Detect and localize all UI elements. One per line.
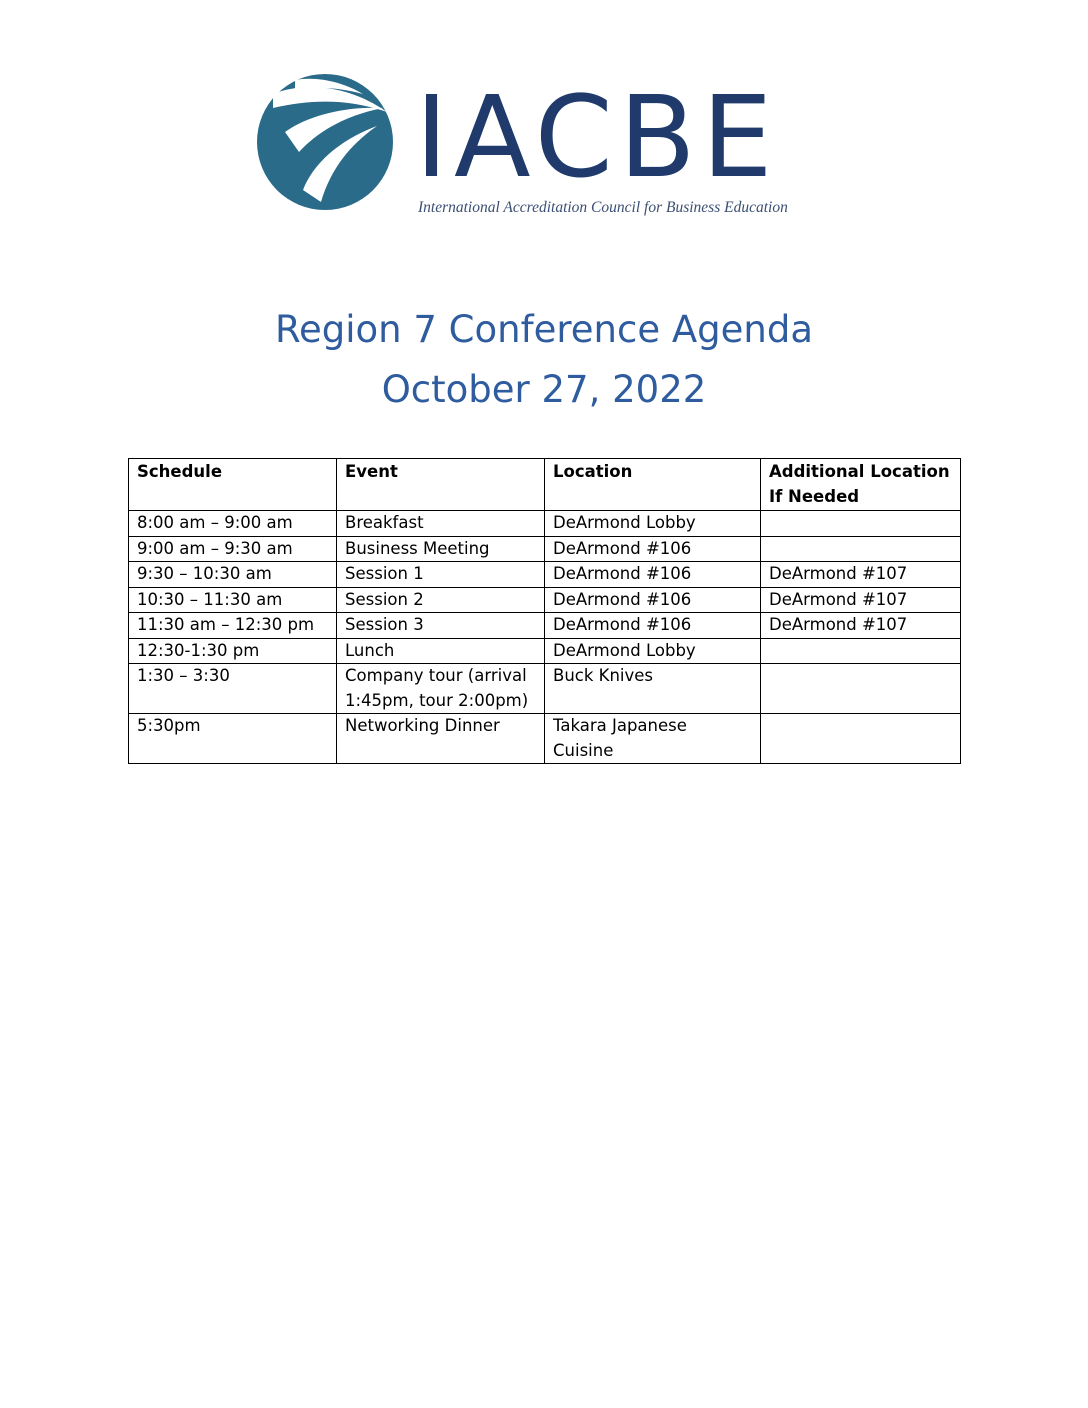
cell-additional-location: [761, 664, 961, 714]
header-event: Event: [337, 459, 545, 511]
cell-event: Networking Dinner: [337, 714, 545, 764]
cell-schedule: 10:30 – 11:30 am: [129, 587, 337, 613]
cell-additional-location: DeArmond #107: [761, 587, 961, 613]
cell-location: DeArmond #106: [545, 613, 761, 639]
cell-location: DeArmond Lobby: [545, 511, 761, 537]
table-row: [129, 638, 961, 664]
cell-schedule: 9:00 am – 9:30 am: [129, 536, 337, 562]
table-row: [129, 664, 961, 714]
cell-location: DeArmond #106: [545, 536, 761, 562]
header-additional-location: Additional Location If Needed: [761, 459, 961, 511]
cell-location: Takara Japanese Cuisine: [545, 714, 761, 764]
title-line-1: Region 7 Conference Agenda: [274, 308, 814, 351]
header-location: Location: [545, 459, 761, 511]
cell-location: DeArmond #106: [545, 587, 761, 613]
cell-schedule: 11:30 am – 12:30 pm: [129, 613, 337, 639]
logo-tagline: International Accreditation Council for Business Education: [418, 199, 788, 216]
cell-event: Company tour (arrival 1:45pm, tour 2:00pm): [337, 664, 545, 714]
cell-additional-location: [761, 714, 961, 764]
cell-schedule: 12:30-1:30 pm: [129, 638, 337, 664]
table-row: [129, 536, 961, 562]
cell-additional-location: [761, 638, 961, 664]
cell-event: Lunch: [337, 638, 545, 664]
title-line-2: October 27, 2022: [381, 368, 707, 411]
cell-additional-location: [761, 511, 961, 537]
cell-event: Session 1: [337, 562, 545, 588]
table-row: [129, 587, 961, 613]
table-row: [129, 511, 961, 537]
cell-additional-location: [761, 536, 961, 562]
table-row: [129, 562, 961, 588]
cell-event: Session 2: [337, 587, 545, 613]
cell-schedule: 8:00 am – 9:00 am: [129, 511, 337, 537]
cell-location: DeArmond Lobby: [545, 638, 761, 664]
table-row: [129, 714, 961, 764]
table-header-row: [129, 459, 961, 511]
table-row: [129, 613, 961, 639]
cell-schedule: 5:30pm: [129, 714, 337, 764]
cell-schedule: 9:30 – 10:30 am: [129, 562, 337, 588]
page-title: [0, 300, 1088, 420]
header-schedule: Schedule: [129, 459, 337, 511]
cell-event: Session 3: [337, 613, 545, 639]
agenda-table: [128, 458, 961, 764]
cell-additional-location: DeArmond #107: [761, 562, 961, 588]
iacbe-globe-icon: [255, 72, 395, 212]
cell-event: Business Meeting: [337, 536, 545, 562]
iacbe-logo: [255, 72, 835, 222]
cell-event: Breakfast: [337, 511, 545, 537]
cell-additional-location: DeArmond #107: [761, 613, 961, 639]
logo-wordmark: IACBE: [415, 73, 779, 203]
cell-location: Buck Knives: [545, 664, 761, 714]
cell-schedule: 1:30 – 3:30: [129, 664, 337, 714]
cell-location: DeArmond #106: [545, 562, 761, 588]
